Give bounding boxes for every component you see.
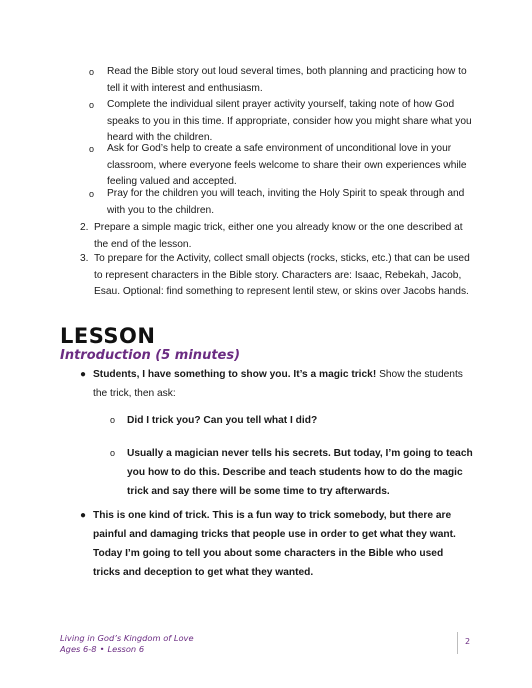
lesson-sub-item-text: Usually a magician never tells his secrets. But today, I’m going to teach you how to do this. Describe and teach students how to do the magic trick and say there will be some time to try afterwards.: [127, 448, 473, 497]
bullet-icon: ●: [80, 369, 87, 380]
prep-numbered-item: [80, 251, 472, 301]
prep-numbered-item: [80, 220, 472, 253]
page-footer: [60, 633, 194, 655]
bullet-icon: ●: [80, 510, 87, 521]
prep-sub-item: [89, 186, 472, 219]
footer-divider: [457, 632, 458, 654]
lesson-sub-item: [110, 411, 473, 430]
footer-title: Living in God’s Kingdom of Love: [60, 633, 194, 643]
lesson-heading: LESSON: [60, 324, 156, 348]
teacher-instruction: Show the students the trick, then ask:: [93, 369, 463, 399]
lesson-sub-item: [110, 444, 473, 501]
lesson-bullet-item: [80, 506, 473, 582]
teacher-script-bold: This is one kind of trick. This is a fun way to trick somebody, but there are painful and damaging tricks that people use in order to get what they want. Today I’m going to tell you about some characters in the Bible who used tricks and deception to get what they wanted.: [93, 510, 456, 578]
hollow-bullet-icon: o: [89, 100, 95, 110]
prep-sub-item: [89, 64, 472, 97]
item-number: 3.: [80, 253, 89, 264]
hollow-bullet-icon: o: [110, 415, 116, 425]
prep-sub-item: [89, 141, 472, 191]
prep-sub-item-text: Pray for the children you will teach, inviting the Holy Spirit to speak through and with you to the children.: [107, 188, 465, 216]
prep-sub-item-text: Complete the individual silent prayer activity yourself, taking note of how God speaks to you in this time. If appropriate, consider how you might share what you heard with the children.: [107, 99, 472, 143]
hollow-bullet-icon: o: [89, 67, 95, 77]
footer-lesson: Lesson 6: [107, 644, 145, 654]
page-number: 2: [465, 637, 471, 646]
section-subheading: Introduction (5 minutes): [60, 348, 241, 363]
prep-sub-item-text: Read the Bible story out loud several times, both planning and practicing how to tell it with interest and enthusiasm.: [107, 66, 467, 94]
item-text: To prepare for the Activity, collect small objects (rocks, sticks, etc.) that can be used to represent characters in the Bible story. Characters are: Isaac, Rebekah, Jacob, Esau. Optional: find something to represent lentil stew, or skins over Jacobs hands.: [94, 253, 470, 297]
footer-separator: •: [99, 644, 105, 654]
hollow-bullet-icon: o: [89, 189, 95, 199]
footer-ages: Ages 6-8: [60, 644, 97, 654]
prep-sub-item: [89, 97, 472, 147]
item-text: Prepare a simple magic trick, either one you already know or the one described at the end of the lesson.: [94, 222, 463, 250]
teacher-script-bold: Students, I have something to show you. It’s a magic trick!: [93, 369, 377, 380]
prep-sub-item-text: Ask for God’s help to create a safe environment of unconditional love in your classroom, where everyone feels welcome to share their own experiences while feeling valued and accepted.: [107, 143, 467, 187]
item-number: 2.: [80, 222, 89, 233]
hollow-bullet-icon: o: [110, 448, 116, 458]
hollow-bullet-icon: o: [89, 144, 95, 154]
footer-meta: [60, 644, 194, 655]
lesson-bullet-item: [80, 365, 473, 403]
lesson-sub-item-text: Did I trick you? Can you tell what I did?: [127, 415, 318, 426]
